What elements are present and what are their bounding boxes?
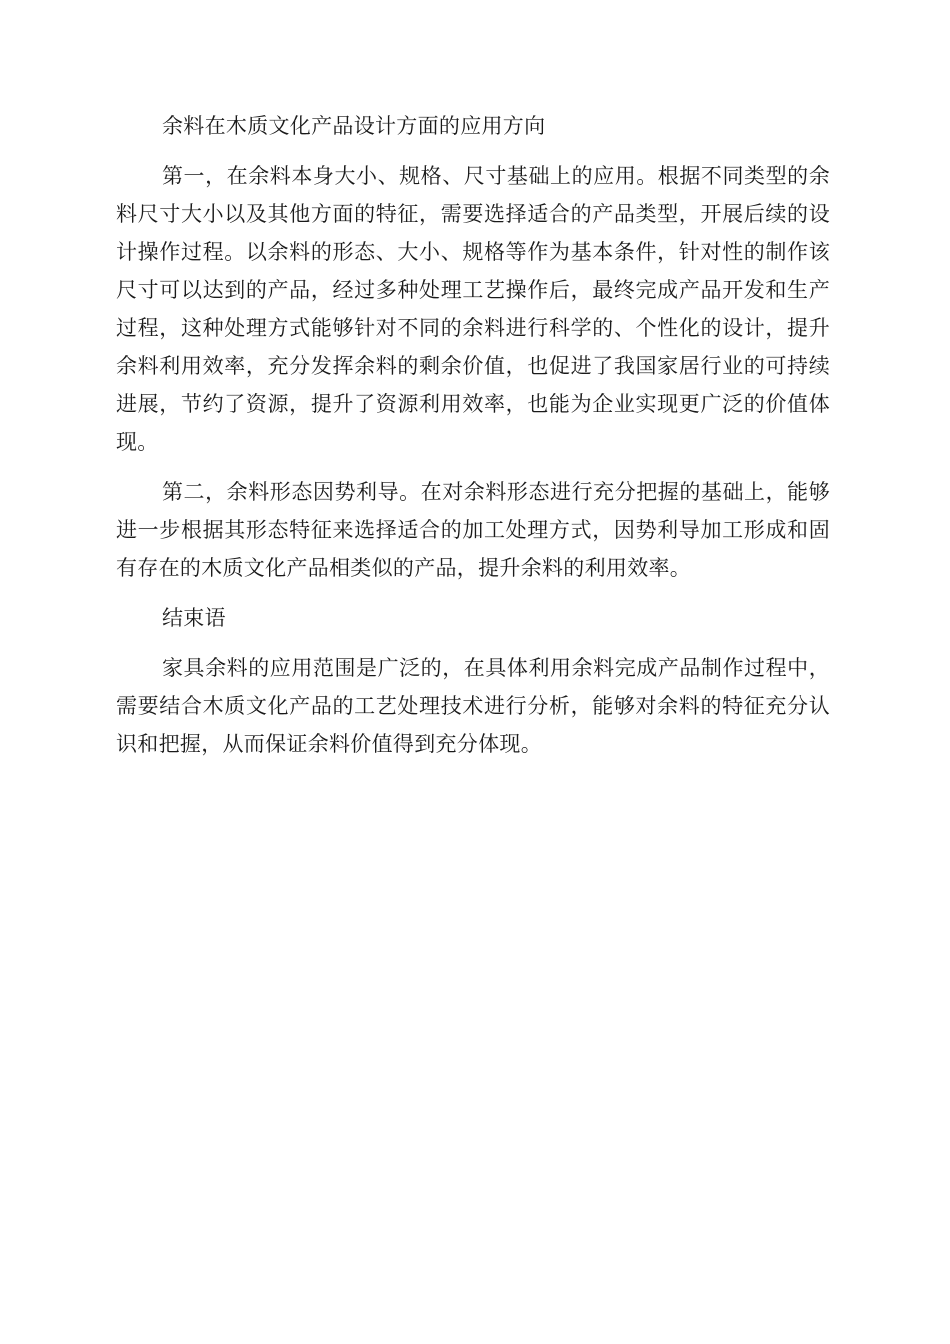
document-page: [116, 107, 830, 775]
paragraph-conclusion: 家具余料的应用范围是广泛的，在具体利用余料完成产品制作过程中，需要结合木质文化产品的工艺处理技术进行分析，能够对余料的特征充分认识和把握，从而保证余料价值得到充分体现。: [116, 656, 830, 756]
conclusion-heading: 结束语: [162, 606, 226, 630]
paragraph-second-point: 第二，余料形态因势利导。在对余料形态进行充分把握的基础上，能够进一步根据其形态特征来选择适合的加工处理方式，因势利导加工形成和固有存在的木质文化产品相类似的产品，提升余料的利用效率。: [116, 480, 830, 580]
paragraph-first-point: 第一，在余料本身大小、规格、尺寸基础上的应用。根据不同类型的余料尺寸大小以及其他方面的特征，需要选择适合的产品类型，开展后续的设计操作过程。以余料的形态、大小、规格等作为基本条件，针对性的制作该尺寸可以达到的产品，经过多种处理工艺操作后，最终完成产品开发和生产过程，这种处理方式能够针对不同的余料进行科学的、个性化的设计，提升余料利用效率，充分发挥余料的剩余价值，也促进了我国家居行业的可持续进展，节约了资源，提升了资源利用效率，也能为企业实现更广泛的价值体现。: [116, 164, 830, 454]
section-heading: 余料在木质文化产品设计方面的应用方向: [162, 114, 546, 138]
